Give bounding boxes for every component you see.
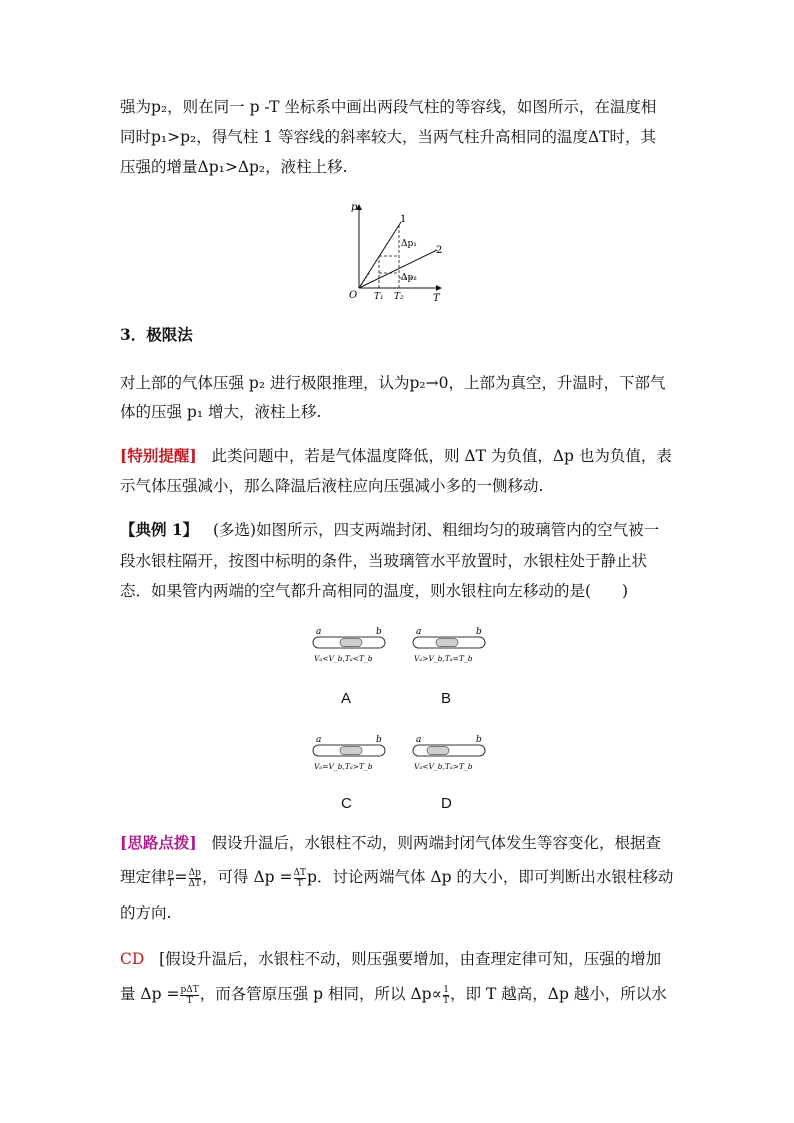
end-b-label: b [376,627,382,637]
hint-tag: [思路点拨] [120,833,197,852]
answer-text1: [假设升温后，水银柱不动，则压强要增加，由查理定律可知，压强的增加 [159,950,662,968]
answer-line2: 量 Δp = $\frac{\text{pΔT}}{T}$ ，而各管原压强 p 相同，所以 Δp∝ $\frac{1}{T}$ ，即 T 越高，Δp 越小，所以水 [120,984,667,1006]
tube-c [310,733,390,783]
dp2-label: Δp₂ [401,273,417,283]
tube-d [410,733,490,783]
para1-line3: 压强的增量Δp₁>Δp₂，液柱上移. [120,158,348,176]
axis-p-label: p [351,202,358,213]
example-line1 [120,519,659,541]
para1-line2: 同时p₁>p₂，得气柱 1 等容线的斜率较大，当两气柱升高相同的温度ΔT时，其 [120,128,657,146]
line1-label: 1 [400,214,407,225]
end-b-label: b [476,627,482,637]
tube-option-a: A [341,690,352,707]
p-t-graph [345,200,450,305]
tube-condition: Vₐ<V_b,Tₐ>T_b [414,762,473,771]
origin-label: O [349,290,358,301]
line2-label: 2 [436,245,443,256]
answer-key: CD [120,950,145,968]
mercury-column [340,639,362,647]
hint-frac3: $\frac{\Delta T}{T}$ [293,867,307,889]
mercury-column [436,639,458,647]
tip-line2: 示气体压强减小，那么降温后液柱应向压强减小多的一侧移动. [120,477,544,495]
end-a-label: a [316,735,322,745]
tube-condition: Vₐ>V_b,Tₐ=T_b [414,654,473,663]
axis-t-label: T [433,293,440,304]
hint-text1: 假设升温后，水银柱不动，则两端封闭气体发生等容变化，根据查 [211,834,661,852]
tube-condition: Vₐ=V_b,Tₐ>T_b [314,762,373,771]
hint-line3: 的方向. [120,904,172,922]
end-b-label: b [476,735,482,745]
hint-frac2: $\frac{\Delta p}{\Delta T}$ [188,867,202,889]
tube-a [310,625,390,675]
hint-frac1: $\frac{p}{T}$ [167,867,174,889]
example-text1: (多选)如图所示，四支两端封闭、粗细均匀的玻璃管内的空气被一 [212,521,660,539]
end-a-label: a [416,627,422,637]
tube-option-d: D [441,795,452,812]
para2-line2: 体的压强 p₁ 增大，液柱上移. [120,403,322,421]
example-tag: 【典例 1】 [120,520,199,539]
tip-text1: 此类问题中，若是气体温度降低，则 ΔT 为负值，Δp 也为负值，表 [211,447,672,465]
mercury-column [340,747,362,755]
tip-line1 [120,445,672,467]
t2-label: T₂ [394,292,404,302]
tube-option-b: B [441,690,452,707]
para1-line1: 强为p₂，则在同一 p -T 坐标系中画出两段气柱的等容线，如图所示，在温度相 [120,98,657,116]
dp1-label: Δp₁ [401,239,417,249]
hint-line1 [120,832,661,854]
answer-frac2: $\frac{1}{T}$ [443,984,450,1006]
tube-b [410,625,490,675]
end-b-label: b [376,735,382,745]
section3-title: 3．极限法 [120,325,193,344]
tip-tag: [特别提醒] [120,446,197,465]
tube-option-c: C [341,795,352,812]
tube-condition: Vₐ<V_b,Tₐ<T_b [314,654,373,663]
end-a-label: a [416,735,422,745]
hint-line2: 理定律 $\frac{p}{T}$ = $\frac{\Delta p}{\Delta T}$ ，可得 Δp = $\frac{\Delta T}{T}$ p．讨论两端气体 Δp 的大小，即可判断出水银柱移动 [120,867,674,889]
answer-frac1: $\frac{\text{pΔT}}{T}$ [180,984,199,1006]
mercury-column [427,747,449,755]
para2-line1: 对上部的气体压强 p₂ 进行极限推理，认为p₂→0，上部为真空，升温时，下部气 [120,374,666,392]
answer-line1 [120,948,661,970]
t1-label: T₁ [374,292,384,302]
end-a-label: a [316,627,322,637]
example-line3: 态．如果管内两端的空气都升高相同的温度，则水银柱向左移动的是( ) [120,582,629,600]
example-line2: 段水银柱隔开，按图中标明的条件，当玻璃管水平放置时，水银柱处于静止状 [120,552,648,570]
